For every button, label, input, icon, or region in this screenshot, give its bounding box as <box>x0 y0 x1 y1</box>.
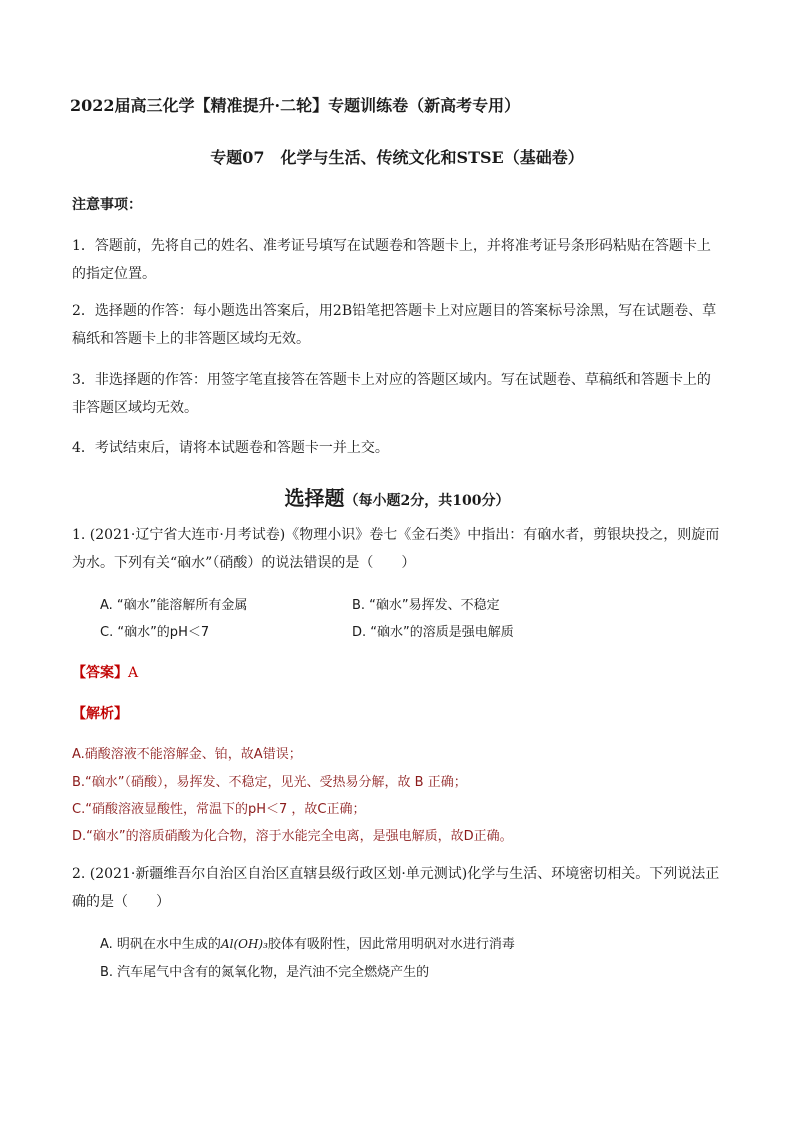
question-2-option-b: B. 汽车尾气中含有的氮氧化物，是汽油不完全燃烧产生的 <box>100 965 430 980</box>
notice-heading: 注意事项： <box>72 197 142 213</box>
question-2-option-a <box>100 933 515 952</box>
question-1-stem: 1. (2021·辽宁省大连市·月考试卷)《物理小识》卷七《金石类》中指出：有硇水者，剪银块投之，则旋而为水。下列有关“硇水”（硝酸）的说法错误的是（ ） <box>72 527 720 571</box>
notice-item: 4．考试结束后，请将本试题卷和答题卡一并上交。 <box>72 440 389 456</box>
section-title: 选择题 <box>284 486 345 510</box>
answer-label: 【答案】 <box>72 665 128 681</box>
notice-item: 1．答题前，先将自己的姓名、准考证号填写在试题卷和答题卡上，并将准考证号条形码粘贴在答题卡上的指定位置。 <box>72 238 711 282</box>
document-subtitle: 专题07 化学与生活、传统文化和STSE（基础卷） <box>210 148 584 167</box>
analysis-label: 【解析】 <box>72 706 128 722</box>
document-title: 2022届高三化学【精准提升·二轮】专题训练卷（新高考专用） <box>70 96 521 115</box>
question-2-stem: 2. (2021·新疆维吾尔自治区自治区直辖县级行政区划·单元测试)化学与生活、环境密切相关。下列说法正确的是（ ） <box>72 866 720 910</box>
question-1-option-a: A. “硇水”能溶解所有金属 <box>100 598 248 613</box>
analysis-line: A.硝酸溶液不能溶解金、铂，故A错误； <box>72 747 302 762</box>
aluminum-hydroxide-formula: Al(OH)₃ <box>220 937 268 951</box>
notice-item: 2．选择题的作答：每小题选出答案后，用2B铅笔把答题卡上对应题目的答案标号涂黑，写在试题卷、草稿纸和答题卡上的非答题区域均无效。 <box>72 303 717 347</box>
option-a-text-pre: A. 明矾在水中生成的 <box>100 937 221 952</box>
analysis-line: D.“硇水”的溶质硝酸为化合物，溶于水能完全电离，是强电解质，故D正确。 <box>72 829 513 844</box>
option-a-text-post: 胶体有吸附性，因此常用明矾对水进行消毒 <box>267 937 515 952</box>
section-heading <box>0 482 794 511</box>
analysis-line: C.“硝酸溶液显酸性，常温下的pH＜7 ，故C正确； <box>72 802 366 817</box>
question-1-option-b: B. “硇水”易挥发、不稳定 <box>352 598 500 613</box>
notice-item: 3．非选择题的作答：用签字笔直接答在答题卡上对应的答题区域内。写在试题卷、草稿纸和答题卡上的非答题区域均无效。 <box>72 372 711 416</box>
answer-block <box>72 662 138 682</box>
question-1-option-d: D. “硇水”的溶质是强电解质 <box>352 625 514 640</box>
question-1-option-c: C. “硇水”的pH＜7 <box>100 625 210 640</box>
section-note: （每小题2分，共100分） <box>344 493 510 509</box>
analysis-line: B.“硇水”（硝酸），易挥发、不稳定，见光、受热易分解，故 B 正确； <box>72 775 467 790</box>
answer-value: A <box>128 665 139 681</box>
